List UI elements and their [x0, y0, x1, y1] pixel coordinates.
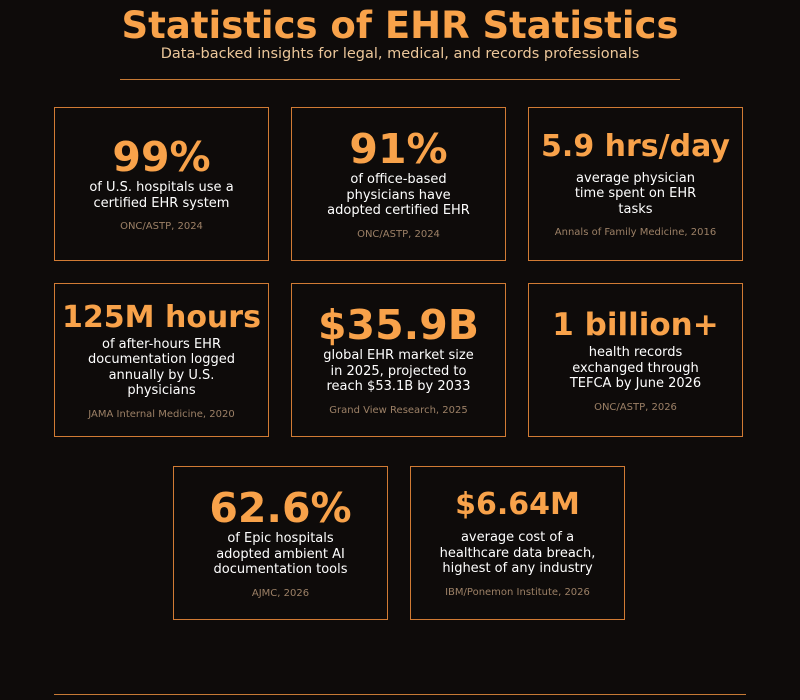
stat-source: Grand View Research, 2025 — [329, 404, 468, 416]
stat-card-tefca-exchange — [528, 283, 743, 437]
stat-description: average physician time spent on EHR tasks — [574, 170, 697, 217]
stat-value: 62.6% — [209, 484, 352, 533]
stat-description: of Epic hospitals adopted ambient AI documentation tools — [213, 531, 348, 578]
stat-source: IBM/Ponemon Institute, 2026 — [445, 586, 590, 598]
stat-value: 5.9 hrs/day — [541, 128, 730, 164]
stat-description: average cost of a healthcare data breach, highest of any industry — [439, 530, 596, 577]
stat-description: of U.S. hospitals use a certified EHR system — [89, 180, 234, 211]
stat-source: JAMA Internal Medicine, 2020 — [88, 408, 235, 420]
footer-divider — [54, 694, 746, 695]
header-divider — [120, 79, 680, 80]
stat-source: Annals of Family Medicine, 2016 — [554, 227, 717, 239]
stat-value: $6.64M — [455, 487, 580, 523]
stat-source: ONC/ASTP, 2026 — [594, 401, 677, 413]
stat-card-physician-adoption — [291, 107, 506, 261]
stat-card-ambient-ai — [173, 466, 388, 620]
stat-source: ONC/ASTP, 2024 — [357, 228, 440, 240]
stat-card-physician-time — [528, 107, 743, 261]
stat-source: AJMC, 2026 — [251, 587, 310, 599]
page-title: Statistics of EHR Statistics — [121, 4, 679, 47]
page-subtitle: Data-backed insights for legal, medical, and records professionals — [160, 46, 640, 62]
stat-value: 1 billion+ — [552, 307, 719, 344]
stat-description: of after-hours EHR documentation logged annually by U.S. physicians — [88, 336, 235, 398]
stat-description: global EHR market size in 2025, projected to reach $53.1B by 2033 — [323, 348, 474, 395]
stat-card-data-breach — [410, 466, 625, 620]
stat-value: $35.9B — [318, 301, 479, 350]
stat-description: health records exchanged through TEFCA by June 2026 — [569, 345, 702, 392]
stat-card-market-size — [291, 283, 506, 437]
stat-card-hospital-adoption — [54, 107, 269, 261]
stat-description: of office-based physicians have adopted certified EHR — [327, 172, 470, 219]
stat-value: 125M hours — [62, 299, 261, 335]
stat-source: ONC/ASTP, 2024 — [120, 221, 203, 232]
stat-value: 91% — [349, 125, 448, 174]
stat-value: 99% — [112, 133, 211, 181]
stat-card-after-hours — [54, 283, 269, 437]
